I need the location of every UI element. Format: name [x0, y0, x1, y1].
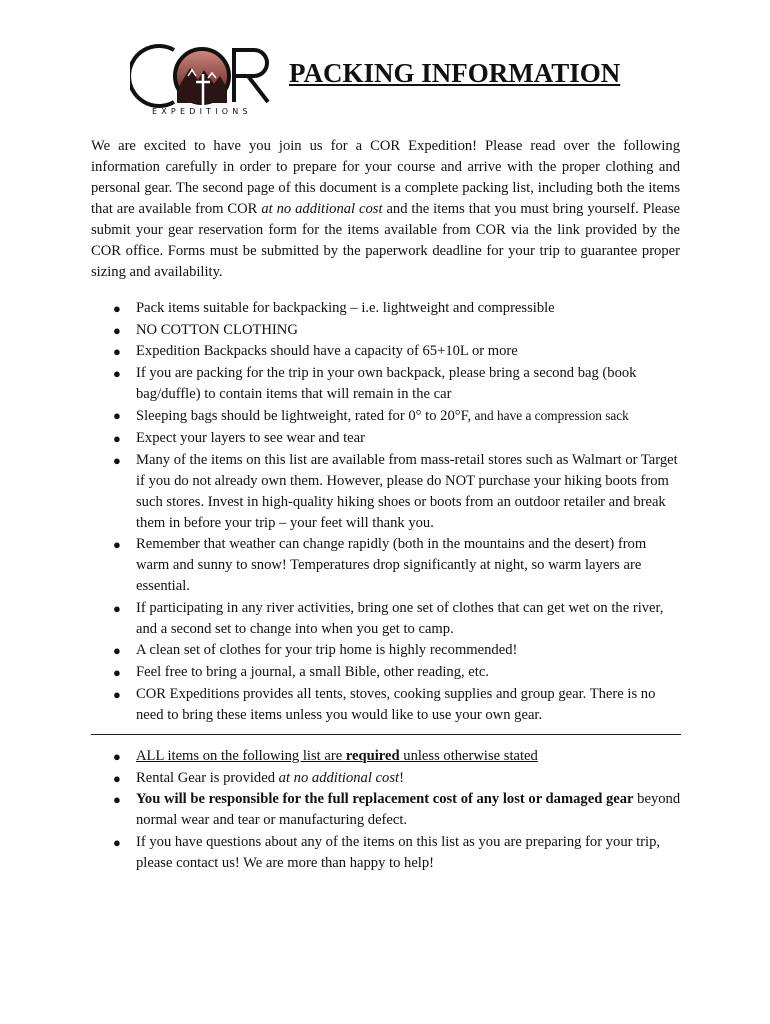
packing-tips-list — [91, 298, 681, 726]
svg-text:EXPEDITIONS: EXPEDITIONS — [152, 107, 252, 116]
list-item — [91, 534, 681, 597]
cor-expeditions-logo — [130, 40, 278, 120]
bullet-icon: ● — [113, 792, 121, 808]
list-item-text: Expedition Backpacks should have a capacity of 65+10L or more — [136, 343, 518, 360]
list-item — [91, 450, 681, 534]
list-item — [91, 640, 681, 661]
intro-text-1: We are excited to have you join us for a COR Expedition! Please read over the following information carefully in order to prepare for your course and arrive with the proper clothing and personal gear. The second page of this document is a complete packing list, including both the items that are available from COR — [91, 138, 680, 217]
list-item — [91, 405, 681, 427]
list-item — [91, 341, 681, 362]
list-item-text: NO COTTON CLOTHING — [136, 321, 298, 338]
list-item — [91, 746, 681, 767]
list-item — [91, 768, 681, 789]
list-item-text: COR Expeditions provides all tents, stoves, cooking supplies and group gear. There is no need to bring these items unless you would like to use your own gear. — [136, 685, 656, 723]
bullet-icon: ● — [113, 301, 121, 316]
intro-paragraph — [91, 136, 680, 283]
list-item — [91, 684, 681, 726]
contact-note: If you have questions about any of the items on this list as you are preparing for your trip, please contact us! We are more than happy to help! — [136, 833, 661, 871]
bullet-icon: ● — [113, 365, 121, 381]
bullet-icon: ● — [113, 430, 121, 446]
bullet-icon: ● — [113, 322, 121, 338]
list-item — [91, 320, 681, 341]
rental-note: Rental Gear is provided at no additional cost! — [136, 769, 404, 786]
bullet-icon: ● — [113, 686, 121, 702]
bullet-icon: ● — [113, 834, 121, 850]
intro-text-2: and the items that you must bring yourself. Please submit your gear reservation form for the items available from COR via the link provided by the COR office. Forms must be submitted by the paperwork deadline for your trip to guarantee proper sizing and availability. — [91, 201, 680, 280]
requirements-list — [91, 746, 681, 874]
list-item-text: Sleeping bags should be lightweight, rated for 0° to 20°F, — [136, 408, 472, 425]
intro-emphasis: at no additional cost — [261, 201, 383, 217]
bullet-icon: ● — [113, 344, 121, 360]
list-item-text: Pack items suitable for backpacking – i.e. lightweight and compressible — [136, 300, 555, 316]
section-divider — [91, 734, 681, 735]
list-item-text-small: and have a compression sack — [471, 408, 629, 424]
bullet-icon: ● — [113, 452, 121, 468]
bullet-icon: ● — [113, 537, 121, 553]
list-item — [91, 598, 681, 640]
list-item-text: Expect your layers to see wear and tear — [136, 429, 365, 446]
bullet-icon: ● — [113, 749, 121, 764]
page-title: PACKING INFORMATION — [289, 58, 621, 88]
required-note: ALL items on the following list are required unless otherwise stated — [136, 748, 538, 764]
logo-mark — [130, 40, 278, 120]
bullet-icon: ● — [113, 643, 121, 659]
list-item-text: If participating in any river activities, bring one set of clothes that can get wet on the river, and a second set to change into when you get to camp. — [136, 599, 664, 637]
list-item — [91, 662, 681, 683]
list-item-text: Remember that weather can change rapidly (both in the mountains and the desert) from warm and sunny to snow! Temperatures drop significantly at night, so warm layers are essential. — [136, 536, 647, 595]
bullet-icon: ● — [113, 664, 121, 680]
list-item-text: A clean set of clothes for your trip home is highly recommended! — [136, 642, 518, 659]
bullet-icon: ● — [113, 600, 121, 616]
list-item — [91, 832, 681, 874]
list-item — [91, 789, 681, 831]
list-item-text: Feel free to bring a journal, a small Bible, other reading, etc. — [136, 663, 489, 680]
list-item — [91, 298, 681, 319]
list-item — [91, 428, 681, 449]
replacement-note: You will be responsible for the full replacement cost of any lost or damaged gear beyond normal wear and tear or manufacturing defect. — [136, 791, 681, 829]
bullet-icon: ● — [113, 408, 121, 424]
list-item — [91, 363, 681, 405]
bullet-icon: ● — [113, 770, 121, 786]
list-item-text: Many of the items on this list are available from mass-retail stores such as Walmart or Target if you do not already own them. However, please do NOT purchase your hiking boots from such stores. Invest in high-quality hiking shoes or boots from an outdoor retailer and break them in before your trip – your feet will thank you. — [136, 451, 678, 531]
list-item-text: If you are packing for the trip in your own backpack, please bring a second bag (book bag/duffle) to contain items that will remain in the car — [136, 364, 637, 402]
